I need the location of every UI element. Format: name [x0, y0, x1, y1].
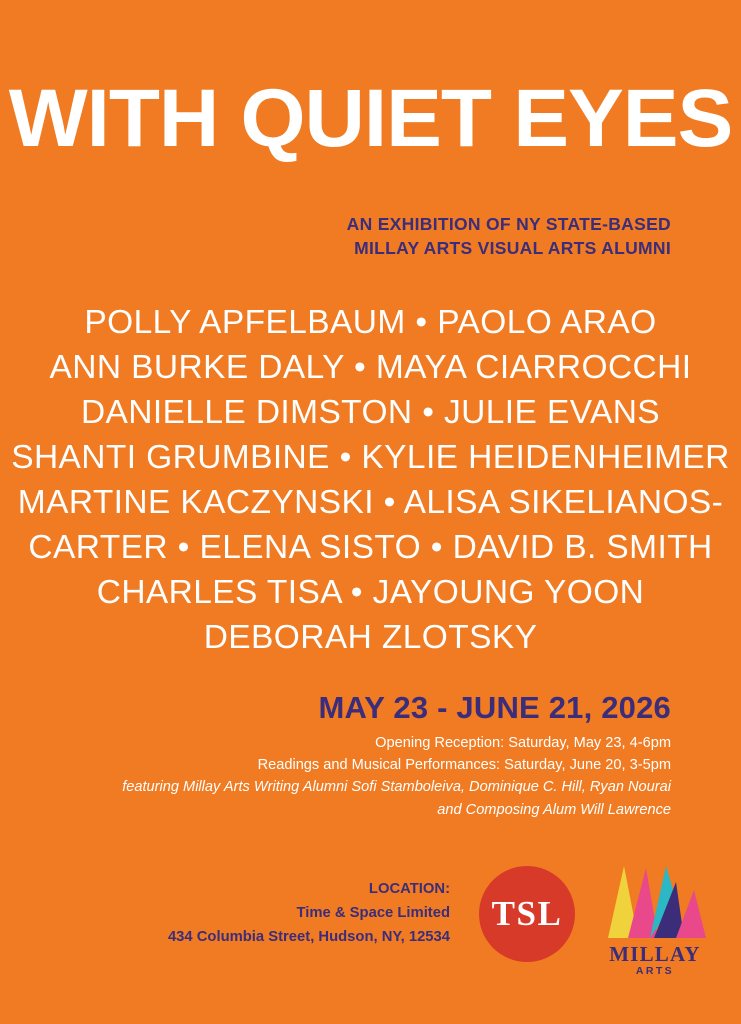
millay-mark-icon — [602, 866, 708, 938]
artist-line: DANIELLE DIMSTON • JULIE EVANS — [80, 394, 661, 432]
subtitle-line-2: MILLAY ARTS VISUAL ARTS ALUMNI — [354, 238, 671, 259]
location-block — [120, 878, 450, 950]
millay-logo-sub: ARTS — [635, 965, 675, 977]
artist-line: POLLY APFELBAUM • PAOLO ARAO — [84, 304, 657, 341]
tsl-logo-text: TSL — [491, 894, 563, 933]
readings-performances: Readings and Musical Performances: Saturday, June 20, 3-5pm — [257, 757, 671, 774]
location-address: 434 Columbia Street, Hudson, NY, 12534 — [167, 928, 450, 945]
exhibition-subtitle — [151, 212, 671, 260]
opening-reception: Opening Reception: Saturday, May 23, 4-6pm — [375, 735, 671, 751]
featuring-line-2: and Composing Alum Will Lawrence — [437, 801, 671, 818]
artist-line: CHARLES TISA • JAYOUNG YOON — [96, 574, 645, 612]
artist-line: SHANTI GRUMBINE • KYLIE HEIDENHEIMER — [11, 439, 730, 477]
tsl-logo — [479, 866, 575, 962]
location-label: LOCATION: — [368, 881, 450, 897]
artist-list — [0, 300, 741, 660]
artist-line: DEBORAH ZLOTSKY — [203, 619, 538, 657]
events-details — [51, 732, 671, 821]
location-venue: Time & Space Limited — [296, 904, 450, 921]
subtitle-line-1: AN EXHIBITION OF NY STATE-BASED — [346, 214, 671, 234]
millay-logo-name: MILLAY — [609, 942, 701, 966]
exhibition-dates: MAY 23 - JUNE 21, 2026 — [318, 690, 671, 725]
millay-arts-logo — [590, 866, 720, 981]
artist-line: CARTER • ELENA SISTO • DAVID B. SMITH — [28, 529, 713, 567]
page-title: WITH QUIET EYES — [8, 73, 733, 164]
featuring-line-1: featuring Millay Arts Writing Alumni Sofi Stamboleiva, Dominique C. Hill, Ryan Nourai — [122, 779, 671, 796]
artist-line: ANN BURKE DALY • MAYA CIARROCCHI — [49, 349, 692, 387]
artist-line: MARTINE KACZYNSKI • ALISA SIKELIANOS- — [17, 484, 724, 522]
